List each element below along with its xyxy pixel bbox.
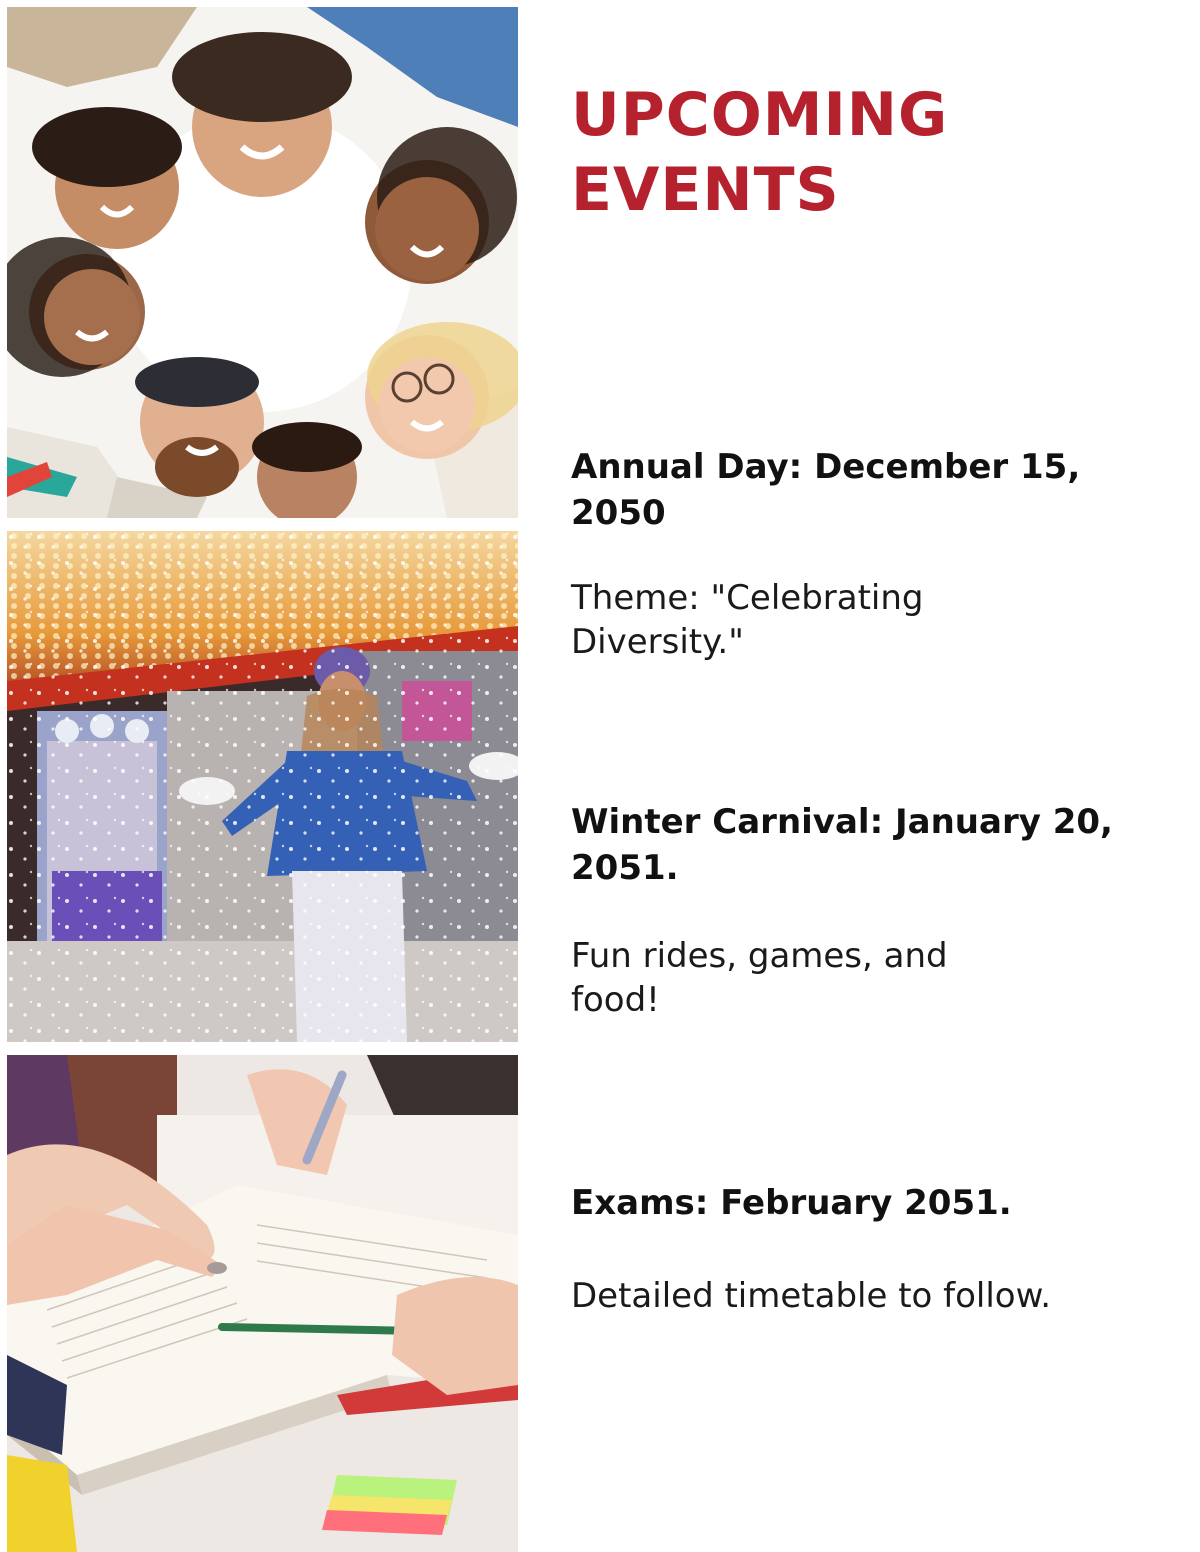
event-description-winter-carnival: Fun rides, games, and food! — [571, 936, 948, 1020]
study-book-photo — [7, 1055, 518, 1552]
page-title — [571, 78, 948, 228]
winter-carnival-illustration — [7, 531, 518, 1042]
event-description-annual-day: Theme: "Celebrating Diversity." — [571, 578, 924, 662]
event-description-exams: Detailed timetable to follow. — [571, 1276, 1052, 1316]
event-heading-winter-carnival: Winter Carnival: January 20, 2051. — [571, 802, 1113, 888]
event-heading-exams: Exams: February 2051. — [571, 1183, 1012, 1223]
event-heading-annual-day: Annual Day: December 15, 2050 — [571, 447, 1081, 533]
group-huddle-photo — [7, 7, 518, 518]
study-book-illustration — [7, 1055, 518, 1552]
title-line-2: EVENTS — [571, 155, 840, 225]
winter-carnival-photo — [7, 531, 518, 1042]
group-huddle-illustration — [7, 7, 518, 518]
title-line-1: UPCOMING — [571, 80, 949, 150]
